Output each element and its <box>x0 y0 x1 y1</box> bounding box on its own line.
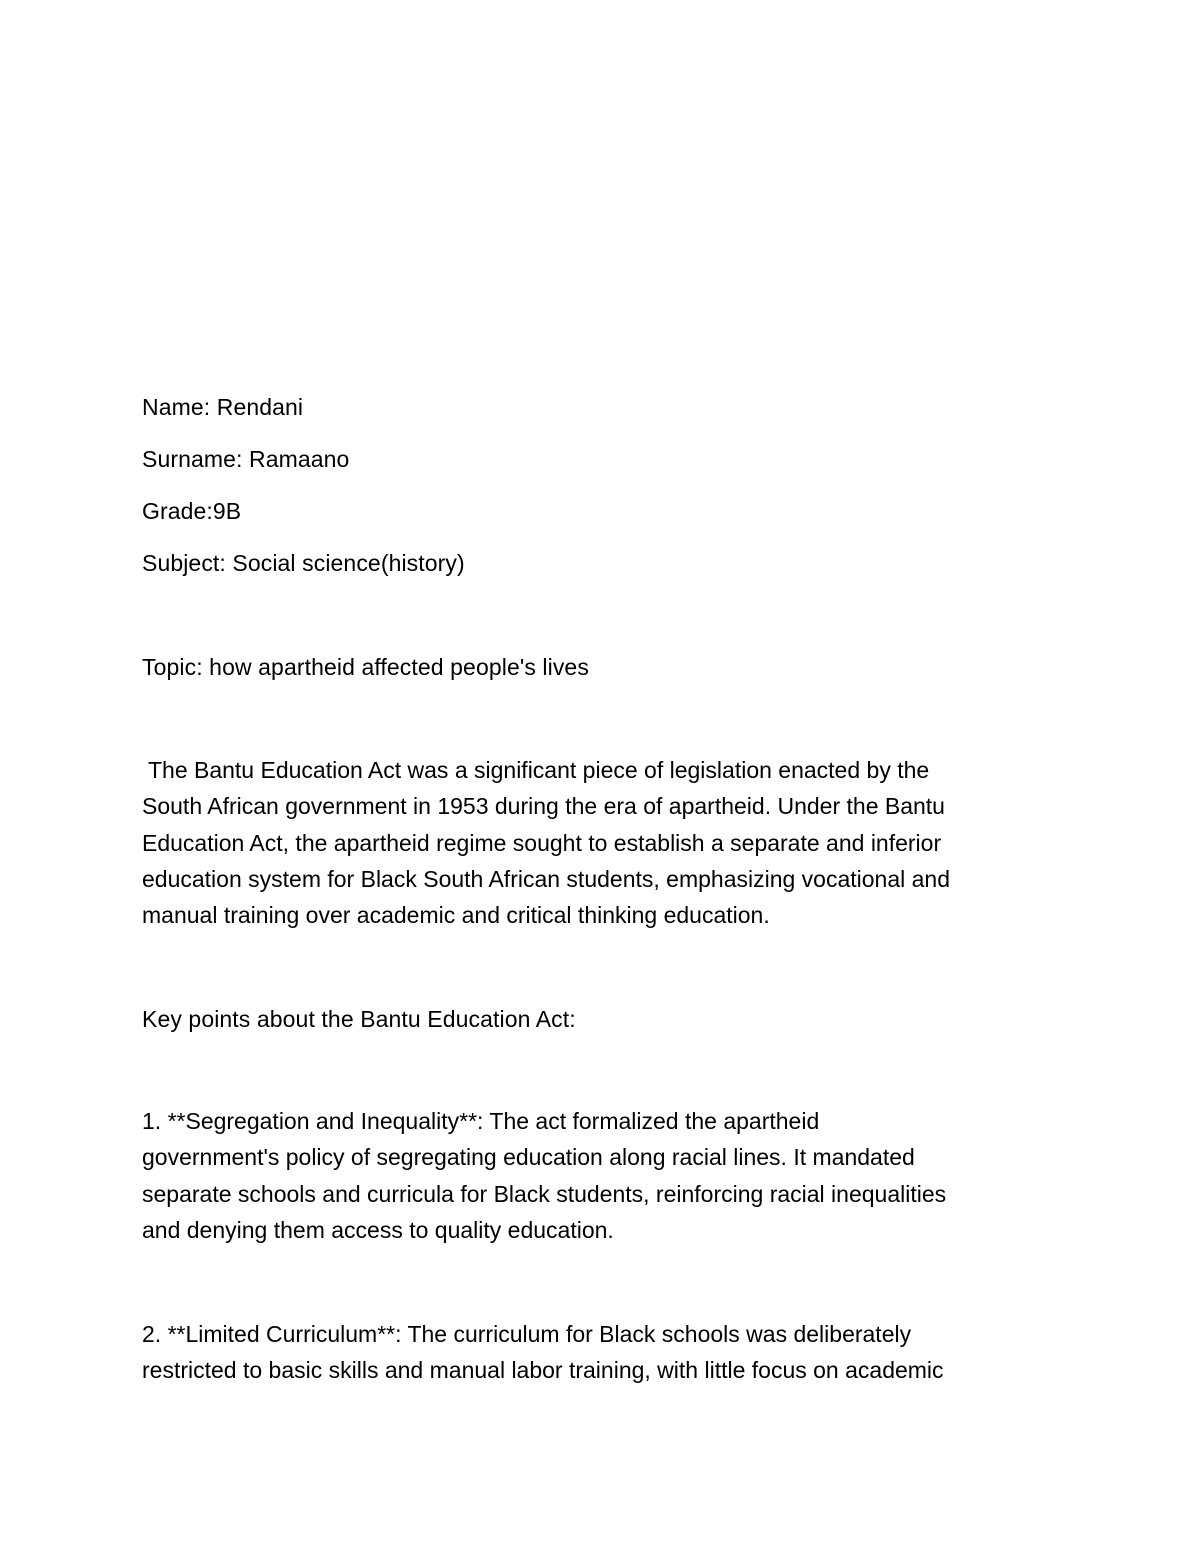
paragraph-line: 2. **Limited Curriculum**: The curriculum for Black schools was deliberately <box>142 1321 912 1347</box>
key-points-heading: Key points about the Bantu Education Act: <box>142 1006 576 1032</box>
key-point-1 <box>142 1103 1042 1248</box>
subject: Subject: Social science(history) <box>142 550 465 576</box>
paragraph-line: The Bantu Education Act was a significant piece of legislation enacted by the <box>142 757 930 783</box>
paragraph-line: and denying them access to quality education. <box>142 1216 614 1243</box>
intro-paragraph <box>142 752 1042 933</box>
paragraph-line: South African government in 1953 during the era of apartheid. Under the Bantu <box>142 793 945 820</box>
student-name: Name: Rendani <box>142 394 304 420</box>
paragraph-line: 1. **Segregation and Inequality**: The act formalized the apartheid <box>142 1108 820 1134</box>
paragraph-line: government's policy of segregating education along racial lines. It mandated <box>142 1144 915 1171</box>
key-point-2 <box>142 1316 1042 1389</box>
paragraph-line: restricted to basic skills and manual labor training, with little focus on academic <box>142 1357 944 1384</box>
paragraph-line: separate schools and curricula for Black students, reinforcing racial inequalities <box>142 1180 947 1207</box>
paragraph-line: manual training over academic and critical thinking education. <box>142 902 770 929</box>
student-grade: Grade:9B <box>142 498 242 524</box>
student-surname: Surname: Ramaano <box>142 446 350 472</box>
topic: Topic: how apartheid affected people's lives <box>142 654 589 680</box>
paragraph-line: education system for Black South African students, emphasizing vocational and <box>142 865 951 892</box>
paragraph-line: Education Act, the apartheid regime sought to establish a separate and inferior <box>142 829 942 856</box>
